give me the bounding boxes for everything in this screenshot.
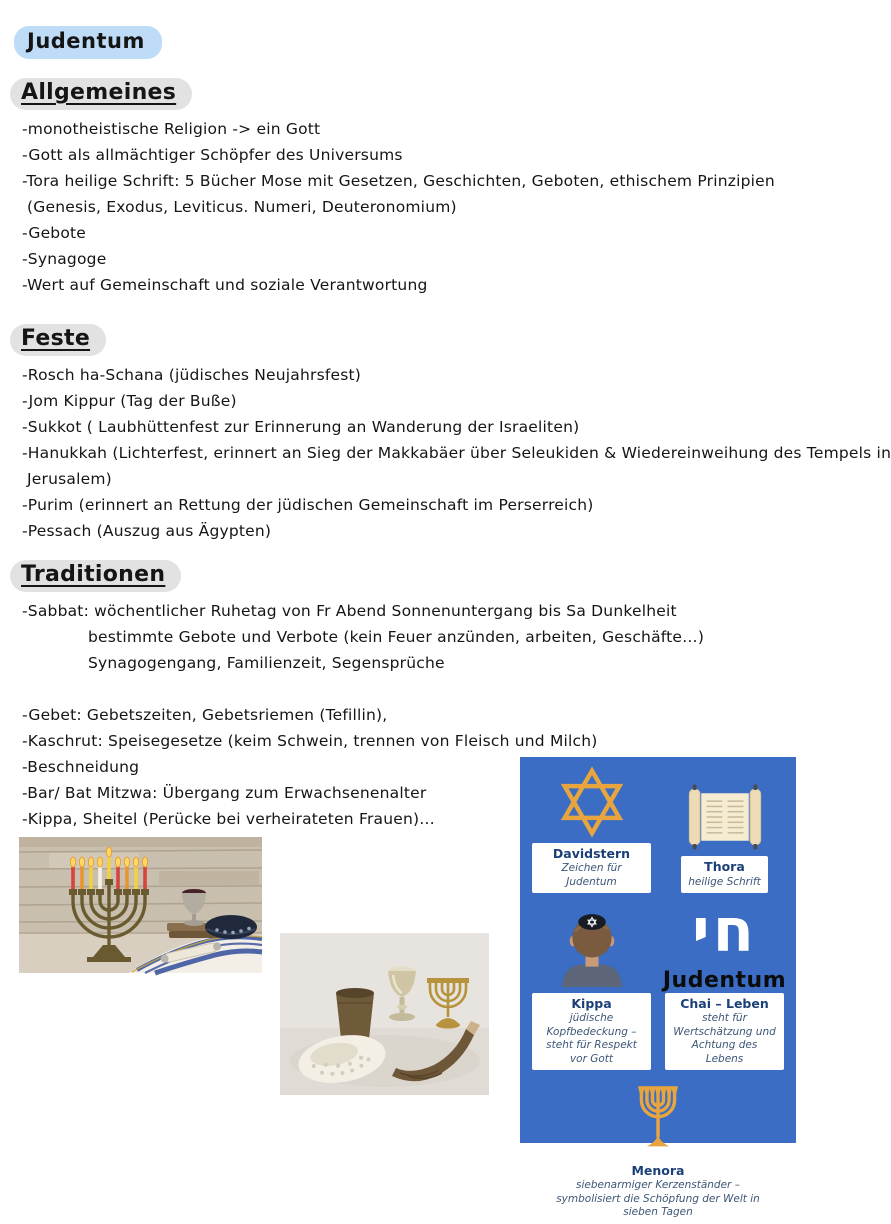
note-line: -Synagoge <box>22 250 107 268</box>
note-line: -Gott als allmächtiger Schöpfer des Universums <box>22 146 403 164</box>
menorah-icon <box>622 1078 694 1154</box>
section-allgemeines <box>10 78 828 298</box>
infographic-label <box>532 843 651 893</box>
infographic-item-subtitle: heilige Schrift <box>688 875 761 888</box>
infographic-item-title: Thora <box>704 859 745 875</box>
infographic-item-title: Davidstern <box>552 846 631 861</box>
infographic-item-chai <box>662 896 787 1070</box>
infographic-item-subtitle: Zeichen für Judentum <box>561 862 622 888</box>
infographic-item-title: Chai – Leben <box>680 996 769 1012</box>
note-line: -Sukkot ( Laubhüttenfest zur Erinnerung an Wanderung der Israeliten) <box>22 418 580 436</box>
note-line: -Purim (erinnert an Rettung der jüdischen Gemeinschaft im Perserreich) <box>22 496 594 514</box>
infographic-item-subtitle: jüdische Kopfbedeckung – steht für Respekt vor Gott <box>546 1012 637 1065</box>
note-line: -Kaschrut: Speisegesetze (keim Schwein, trennen von Fleisch und Milch) <box>22 732 598 750</box>
section-heading-pill <box>10 324 106 356</box>
note-line: bestimmte Gebote und Verbote (kein Feuer anzünden, arbeiten, Geschäfte…) <box>88 628 705 646</box>
infographic-label <box>681 856 767 893</box>
chai-overlay-text: Judentum <box>662 968 787 994</box>
note-line: Synagogengang, Familienzeit, Segensprüche <box>88 654 445 672</box>
infographic-item-davidstern <box>532 767 651 893</box>
section-feste <box>10 324 891 544</box>
chai-hebrew-glyph: חי <box>692 896 757 967</box>
note-line: -Sabbat: wöchentlicher Ruhetag von Fr Abend Sonnenuntergang bis Sa Dunkelheit <box>22 602 677 620</box>
infographic-item-menora <box>532 1078 784 1224</box>
kippa-head-icon <box>559 905 625 987</box>
judaism-symbols-infographic <box>520 757 796 1219</box>
note-line: -Rosch ha-Schana (jüdisches Neujahrsfest) <box>22 366 362 384</box>
infographic-item-subtitle: siebenarmiger Kerzenständer – symbolisiert die Schöpfung der Welt in sieben Tagen <box>556 1179 760 1219</box>
section-lines <box>22 362 891 544</box>
note-line: -Tora heilige Schrift: 5 Bücher Mose mit Gesetzen, Geschichten, Geboten, ethischem Prinzipien <box>22 172 775 190</box>
note-line: Jerusalem) <box>27 470 112 488</box>
infographic-label <box>665 993 784 1070</box>
infographic-item-title: Menora <box>631 1163 685 1179</box>
section-heading: Traditionen <box>21 562 166 587</box>
section-lines <box>22 116 828 298</box>
note-line: -Bar/ Bat Mitzwa: Übergang zum Erwachsenenalter <box>22 784 427 802</box>
section-heading: Allgemeines <box>21 80 177 105</box>
infographic-label <box>539 1160 778 1224</box>
note-line: -Gebet: Gebetszeiten, Gebetsriemen (Tefillin), <box>22 706 388 724</box>
note-line: (Genesis, Exodus, Leviticus. Numeri, Deuteronomium) <box>27 198 457 216</box>
note-line: -Jom Kippur (Tag der Buße) <box>22 392 237 410</box>
note-line: -Kippa, Sheitel (Perücke bei verheirateten Frauen)… <box>22 810 435 828</box>
infographic-item-kippa <box>532 901 651 1070</box>
infographic-item-title: Kippa <box>571 996 612 1012</box>
note-line: -Beschneidung <box>22 758 140 776</box>
section-heading-pill <box>10 560 181 592</box>
star-of-david-icon <box>560 767 624 837</box>
section-heading: Feste <box>21 326 91 351</box>
note-line: -Hanukkah (Lichterfest, erinnert an Sieg der Makkabäer über Seleukiden & Wiedereinweihung des Tempels in <box>22 444 891 462</box>
judaica-objects-photo <box>280 933 489 1095</box>
infographic-item-thora <box>665 767 784 893</box>
section-heading-pill <box>10 78 192 110</box>
infographic-label <box>532 993 651 1070</box>
note-line: -Wert auf Gemeinschaft und soziale Verantwortung <box>22 276 428 294</box>
torah-scroll-icon <box>685 784 765 850</box>
chai-symbol-icon <box>662 896 787 994</box>
infographic-item-subtitle: steht für Wertschätzung und Achtung des Lebens <box>673 1012 776 1065</box>
note-line: -Gebote <box>22 224 87 242</box>
note-line: -Pessach (Auszug aus Ägypten) <box>22 522 272 540</box>
page-title: Judentum <box>14 26 162 59</box>
note-line: -monotheistische Religion -> ein Gott <box>22 120 321 138</box>
hanukkah-menorah-photo <box>19 837 262 973</box>
